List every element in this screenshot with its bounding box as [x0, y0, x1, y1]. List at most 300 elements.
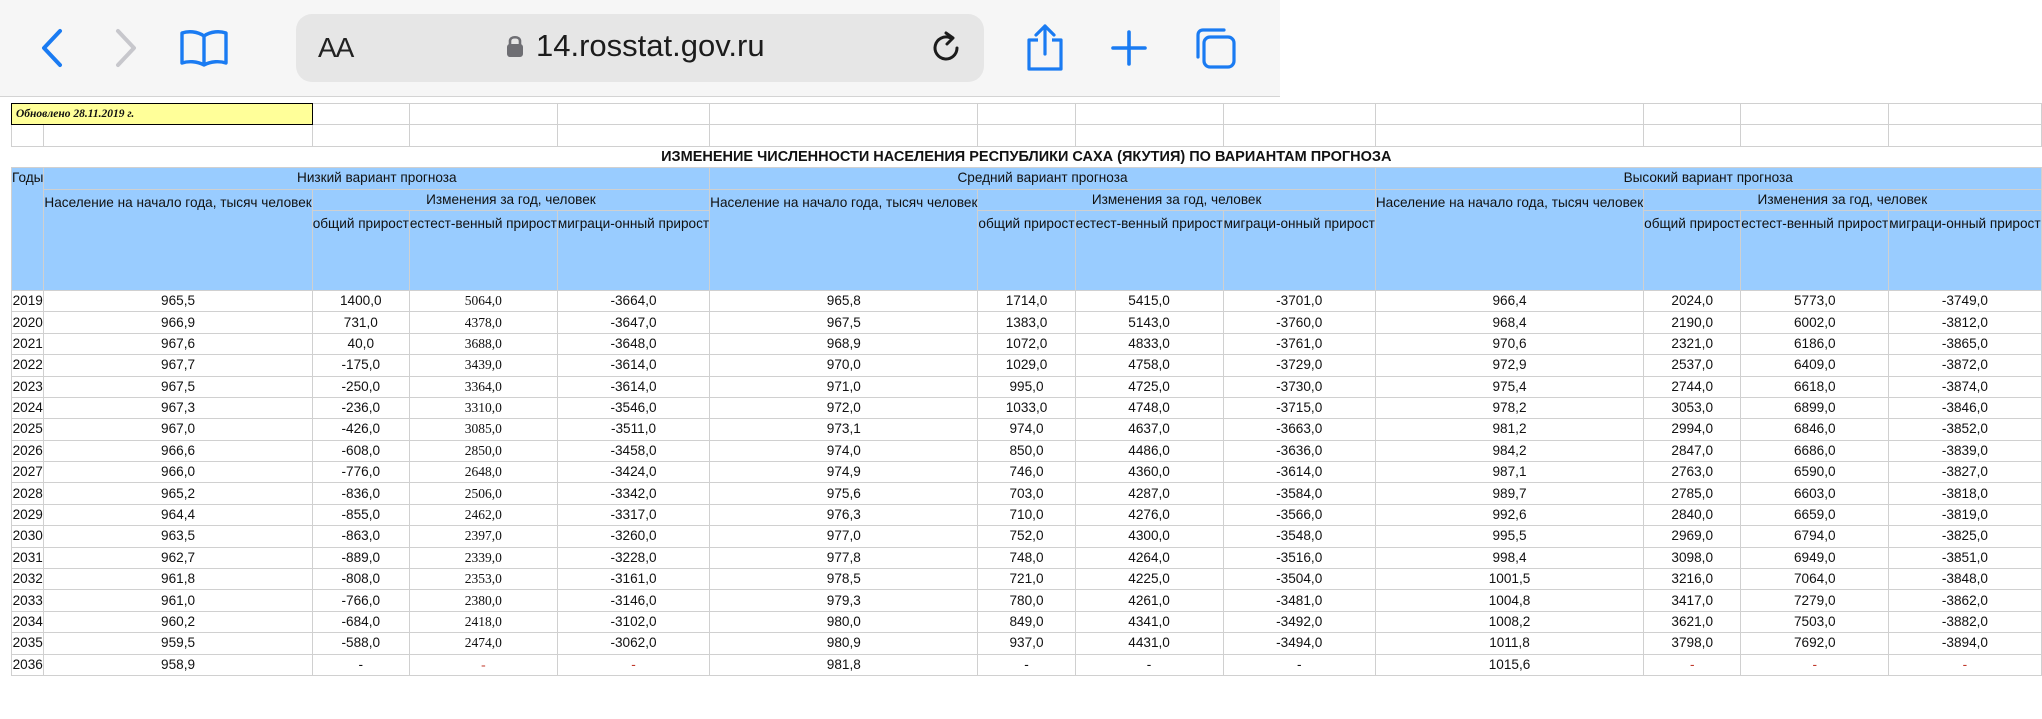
data-cell: 5415,0: [1075, 290, 1223, 311]
data-cell: 2397,0: [409, 526, 557, 547]
data-cell: 959,5: [44, 633, 312, 654]
data-cell: 3310,0: [409, 397, 557, 418]
data-cell: -3819,0: [1889, 504, 2041, 525]
data-cell: -: [409, 654, 557, 675]
table-row: [12, 312, 2042, 333]
header-change-mid: Изменения за год, человек: [978, 189, 1375, 210]
data-cell: -3614,0: [1223, 462, 1375, 483]
table-row: [12, 440, 2042, 461]
bookmarks-button[interactable]: [176, 20, 232, 76]
data-cell: 3085,0: [409, 419, 557, 440]
data-cell: 967,5: [44, 376, 312, 397]
data-cell: -: [1889, 654, 2041, 675]
data-cell: 4360,0: [1075, 462, 1223, 483]
data-cell: -3317,0: [557, 504, 709, 525]
data-cell: -855,0: [312, 504, 409, 525]
table-title: ИЗМЕНЕНИЕ ЧИСЛЕННОСТИ НАСЕЛЕНИЯ РЕСПУБЛИКИ САХА (ЯКУТИЯ) ПО ВАРИАНТАМ ПРОГНОЗА: [661, 148, 1392, 165]
data-cell: 965,5: [44, 290, 312, 311]
data-cell: -: [557, 654, 709, 675]
data-cell: 703,0: [978, 483, 1075, 504]
forecast-table: [11, 103, 2042, 676]
data-cell: -3848,0: [1889, 569, 2041, 590]
data-cell: -3424,0: [557, 462, 709, 483]
data-cell: -: [1644, 654, 1741, 675]
data-cell: -3492,0: [1223, 611, 1375, 632]
data-cell: -766,0: [312, 590, 409, 611]
data-cell: -3761,0: [1223, 333, 1375, 354]
data-cell: 3216,0: [1644, 569, 1741, 590]
data-cell: 1029,0: [978, 355, 1075, 376]
data-cell: 978,5: [710, 569, 978, 590]
data-cell: 2321,0: [1644, 333, 1741, 354]
data-cell: -3146,0: [557, 590, 709, 611]
header-change-high: Изменения за год, человек: [1644, 189, 2041, 210]
data-cell: -3729,0: [1223, 355, 1375, 376]
data-cell: 2840,0: [1644, 504, 1741, 525]
data-cell: 981,2: [1375, 419, 1643, 440]
data-cell: 974,0: [978, 419, 1075, 440]
data-cell: 2537,0: [1644, 355, 1741, 376]
data-cell: 975,6: [710, 483, 978, 504]
data-cell: 5143,0: [1075, 312, 1223, 333]
year-cell: 2021: [12, 333, 44, 354]
data-cell: 752,0: [978, 526, 1075, 547]
header-row-1: [12, 168, 2042, 189]
tabs-icon: [1192, 25, 1238, 71]
url-display[interactable]: [506, 28, 765, 64]
updated-note: Обновлено 28.11.2019 г.: [12, 104, 313, 125]
header-high-variant: Высокий вариант прогноза: [1375, 168, 2041, 189]
data-cell: 980,9: [710, 633, 978, 654]
data-cell: 6603,0: [1741, 483, 1889, 504]
lock-icon: [506, 34, 524, 58]
data-cell: -836,0: [312, 483, 409, 504]
book-icon: [179, 28, 229, 68]
year-cell: 2029: [12, 504, 44, 525]
data-cell: 974,0: [710, 440, 978, 461]
data-cell: 721,0: [978, 569, 1075, 590]
data-cell: 7503,0: [1741, 611, 1889, 632]
data-cell: 4748,0: [1075, 397, 1223, 418]
data-cell: -3614,0: [557, 376, 709, 397]
data-cell: 958,9: [44, 654, 312, 675]
table-row: [12, 462, 2042, 483]
table-row: [12, 290, 2042, 311]
data-cell: 4287,0: [1075, 483, 1223, 504]
data-cell: 2744,0: [1644, 376, 1741, 397]
header-row-2: [12, 189, 2042, 210]
data-cell: 981,8: [710, 654, 978, 675]
year-cell: 2027: [12, 462, 44, 483]
data-cell: 3688,0: [409, 333, 557, 354]
data-cell: -3851,0: [1889, 547, 2041, 568]
data-cell: 7279,0: [1741, 590, 1889, 611]
year-cell: 2033: [12, 590, 44, 611]
data-cell: 966,6: [44, 440, 312, 461]
data-cell: -3102,0: [557, 611, 709, 632]
data-cell: 748,0: [978, 547, 1075, 568]
data-cell: 3053,0: [1644, 397, 1741, 418]
year-cell: 2034: [12, 611, 44, 632]
data-cell: 4264,0: [1075, 547, 1223, 568]
data-cell: -3872,0: [1889, 355, 2041, 376]
header-natural-mid: естест-венный прирост: [1075, 210, 1223, 290]
reload-icon: [928, 30, 964, 66]
table-row: [12, 504, 2042, 525]
reload-button[interactable]: [928, 30, 964, 71]
data-cell: -3546,0: [557, 397, 709, 418]
header-migration-low: миграци-онный прирост: [557, 210, 709, 290]
data-cell: 6186,0: [1741, 333, 1889, 354]
data-cell: 5064,0: [409, 290, 557, 311]
data-cell: 966,4: [1375, 290, 1643, 311]
data-cell: 731,0: [312, 312, 409, 333]
header-natural-high: естест-венный прирост: [1741, 210, 1889, 290]
data-cell: 6409,0: [1741, 355, 1889, 376]
data-cell: -3839,0: [1889, 440, 2041, 461]
data-cell: 979,3: [710, 590, 978, 611]
data-cell: 4276,0: [1075, 504, 1223, 525]
data-cell: 6002,0: [1741, 312, 1889, 333]
data-cell: 968,4: [1375, 312, 1643, 333]
data-cell: 4225,0: [1075, 569, 1223, 590]
data-cell: 7692,0: [1741, 633, 1889, 654]
data-cell: 4378,0: [409, 312, 557, 333]
data-cell: 6846,0: [1741, 419, 1889, 440]
data-cell: 977,8: [710, 547, 978, 568]
data-cell: 1015,6: [1375, 654, 1643, 675]
data-cell: 977,0: [710, 526, 978, 547]
data-cell: -: [312, 654, 409, 675]
table-row: [12, 590, 2042, 611]
header-row-3: [12, 210, 2042, 290]
data-cell: 965,2: [44, 483, 312, 504]
data-cell: 987,1: [1375, 462, 1643, 483]
data-cell: -3664,0: [557, 290, 709, 311]
header-change-low: Изменения за год, человек: [312, 189, 709, 210]
chevron-right-icon: [113, 28, 139, 68]
table-body: [12, 104, 2042, 676]
data-cell: -588,0: [312, 633, 409, 654]
data-cell: -3760,0: [1223, 312, 1375, 333]
data-cell: -3516,0: [1223, 547, 1375, 568]
data-cell: 1400,0: [312, 290, 409, 311]
data-cell: -3636,0: [1223, 440, 1375, 461]
text-size-label: AA: [318, 32, 354, 63]
data-cell: 4725,0: [1075, 376, 1223, 397]
url-text: 14.rosstat.gov.ru: [536, 28, 765, 63]
data-cell: -3548,0: [1223, 526, 1375, 547]
data-cell: -3874,0: [1889, 376, 2041, 397]
data-cell: -3663,0: [1223, 419, 1375, 440]
data-cell: -3894,0: [1889, 633, 2041, 654]
data-cell: -3715,0: [1223, 397, 1375, 418]
tabs-button[interactable]: [1190, 20, 1240, 76]
year-cell: 2020: [12, 312, 44, 333]
data-cell: -: [1741, 654, 1889, 675]
data-cell: -3865,0: [1889, 333, 2041, 354]
data-cell: 964,4: [44, 504, 312, 525]
data-cell: -3458,0: [557, 440, 709, 461]
data-cell: -3511,0: [557, 419, 709, 440]
share-icon: [1025, 23, 1065, 73]
header-low-variant: Низкий вариант прогноза: [44, 168, 710, 189]
browser-toolbar: [0, 0, 1280, 97]
data-cell: -3846,0: [1889, 397, 2041, 418]
data-cell: -3701,0: [1223, 290, 1375, 311]
data-cell: 1714,0: [978, 290, 1075, 311]
data-cell: 965,8: [710, 290, 978, 311]
data-cell: 4300,0: [1075, 526, 1223, 547]
data-cell: 3098,0: [1644, 547, 1741, 568]
data-cell: 4833,0: [1075, 333, 1223, 354]
data-cell: -3852,0: [1889, 419, 2041, 440]
data-cell: -236,0: [312, 397, 409, 418]
header-years: Годы: [12, 168, 44, 291]
data-cell: 2380,0: [409, 590, 557, 611]
data-cell: 746,0: [978, 462, 1075, 483]
header-total-mid: общий прирост: [978, 210, 1075, 290]
updated-row: [12, 104, 2042, 125]
header-migration-mid: миграци-онный прирост: [1223, 210, 1375, 290]
year-cell: 2025: [12, 419, 44, 440]
text-size-button[interactable]: [318, 32, 353, 64]
data-cell: -3749,0: [1889, 290, 2041, 311]
header-population-low: Население на начало года, тысяч человек: [44, 189, 312, 290]
data-cell: -608,0: [312, 440, 409, 461]
data-cell: -776,0: [312, 462, 409, 483]
data-cell: -3825,0: [1889, 526, 2041, 547]
data-cell: 2339,0: [409, 547, 557, 568]
data-cell: 1004,8: [1375, 590, 1643, 611]
data-cell: 2969,0: [1644, 526, 1741, 547]
data-cell: -: [1223, 654, 1375, 675]
data-cell: 5773,0: [1741, 290, 1889, 311]
data-cell: -3730,0: [1223, 376, 1375, 397]
data-cell: 6899,0: [1741, 397, 1889, 418]
year-cell: 2022: [12, 355, 44, 376]
data-cell: 6590,0: [1741, 462, 1889, 483]
data-cell: 1033,0: [978, 397, 1075, 418]
table-row: [12, 355, 2042, 376]
data-cell: 967,0: [44, 419, 312, 440]
data-cell: 995,0: [978, 376, 1075, 397]
data-cell: 849,0: [978, 611, 1075, 632]
header-natural-low: естест-венный прирост: [409, 210, 557, 290]
data-cell: 980,0: [710, 611, 978, 632]
header-total-low: общий прирост: [312, 210, 409, 290]
data-cell: 967,7: [44, 355, 312, 376]
data-cell: -3862,0: [1889, 590, 2041, 611]
data-cell: 966,9: [44, 312, 312, 333]
data-cell: 963,5: [44, 526, 312, 547]
year-cell: 2035: [12, 633, 44, 654]
data-cell: -3481,0: [1223, 590, 1375, 611]
table-row: [12, 654, 2042, 675]
data-cell: 2353,0: [409, 569, 557, 590]
data-cell: -3647,0: [557, 312, 709, 333]
data-cell: 970,6: [1375, 333, 1643, 354]
table-row: [12, 547, 2042, 568]
data-cell: 4431,0: [1075, 633, 1223, 654]
back-button[interactable]: [30, 20, 74, 76]
data-cell: 1072,0: [978, 333, 1075, 354]
data-cell: 4261,0: [1075, 590, 1223, 611]
data-cell: 6686,0: [1741, 440, 1889, 461]
new-tab-button[interactable]: [1106, 20, 1152, 76]
chevron-left-icon: [39, 28, 65, 68]
data-cell: -250,0: [312, 376, 409, 397]
year-cell: 2031: [12, 547, 44, 568]
data-cell: 4486,0: [1075, 440, 1223, 461]
data-cell: -: [1075, 654, 1223, 675]
data-cell: 2648,0: [409, 462, 557, 483]
data-cell: 2462,0: [409, 504, 557, 525]
data-cell: 960,2: [44, 611, 312, 632]
data-cell: 972,9: [1375, 355, 1643, 376]
data-cell: 992,6: [1375, 504, 1643, 525]
year-cell: 2023: [12, 376, 44, 397]
data-cell: 7064,0: [1741, 569, 1889, 590]
data-cell: -426,0: [312, 419, 409, 440]
spreadsheet: [11, 103, 2042, 676]
data-cell: 3364,0: [409, 376, 557, 397]
data-cell: -3818,0: [1889, 483, 2041, 504]
table-row: [12, 333, 2042, 354]
data-cell: 4758,0: [1075, 355, 1223, 376]
data-cell: -3342,0: [557, 483, 709, 504]
data-cell: 2994,0: [1644, 419, 1741, 440]
data-cell: -3827,0: [1889, 462, 2041, 483]
data-cell: 2024,0: [1644, 290, 1741, 311]
title-row: [12, 146, 2042, 167]
data-cell: 972,0: [710, 397, 978, 418]
year-cell: 2030: [12, 526, 44, 547]
data-cell: -3812,0: [1889, 312, 2041, 333]
header-population-high: Население на начало года, тысяч человек: [1375, 189, 1643, 290]
data-cell: 962,7: [44, 547, 312, 568]
data-cell: 961,8: [44, 569, 312, 590]
data-cell: 6794,0: [1741, 526, 1889, 547]
data-cell: 968,9: [710, 333, 978, 354]
data-cell: 971,0: [710, 376, 978, 397]
data-cell: -3062,0: [557, 633, 709, 654]
header-migration-high: миграци-онный прирост: [1889, 210, 2041, 290]
data-cell: -175,0: [312, 355, 409, 376]
forward-button[interactable]: [104, 20, 148, 76]
data-cell: 2474,0: [409, 633, 557, 654]
data-cell: 2847,0: [1644, 440, 1741, 461]
year-cell: 2032: [12, 569, 44, 590]
blank-row: [12, 125, 2042, 146]
data-cell: 989,7: [1375, 483, 1643, 504]
data-cell: 978,2: [1375, 397, 1643, 418]
year-cell: 2036: [12, 654, 44, 675]
data-cell: -889,0: [312, 547, 409, 568]
year-cell: 2019: [12, 290, 44, 311]
data-cell: 976,3: [710, 504, 978, 525]
data-cell: 970,0: [710, 355, 978, 376]
data-cell: 984,2: [1375, 440, 1643, 461]
year-cell: 2028: [12, 483, 44, 504]
data-cell: -3260,0: [557, 526, 709, 547]
year-cell: 2024: [12, 397, 44, 418]
data-cell: 6618,0: [1741, 376, 1889, 397]
data-cell: -684,0: [312, 611, 409, 632]
data-cell: -3494,0: [1223, 633, 1375, 654]
table-row: [12, 633, 2042, 654]
table-row: [12, 419, 2042, 440]
data-cell: 3798,0: [1644, 633, 1741, 654]
data-cell: -3584,0: [1223, 483, 1375, 504]
table-row: [12, 483, 2042, 504]
data-cell: 3621,0: [1644, 611, 1741, 632]
data-cell: 2785,0: [1644, 483, 1741, 504]
data-cell: 780,0: [978, 590, 1075, 611]
data-cell: -808,0: [312, 569, 409, 590]
data-cell: 937,0: [978, 633, 1075, 654]
data-cell: 974,9: [710, 462, 978, 483]
share-button[interactable]: [1020, 20, 1070, 76]
data-cell: 6659,0: [1741, 504, 1889, 525]
data-cell: -: [978, 654, 1075, 675]
data-cell: -3161,0: [557, 569, 709, 590]
table-row: [12, 569, 2042, 590]
data-cell: 998,4: [1375, 547, 1643, 568]
year-cell: 2026: [12, 440, 44, 461]
table-row: [12, 611, 2042, 632]
data-cell: 2506,0: [409, 483, 557, 504]
data-cell: 6949,0: [1741, 547, 1889, 568]
data-cell: -3566,0: [1223, 504, 1375, 525]
data-cell: 967,3: [44, 397, 312, 418]
data-cell: 2190,0: [1644, 312, 1741, 333]
data-cell: 966,0: [44, 462, 312, 483]
data-cell: 850,0: [978, 440, 1075, 461]
data-cell: 40,0: [312, 333, 409, 354]
data-cell: 3417,0: [1644, 590, 1741, 611]
header-mid-variant: Средний вариант прогноза: [710, 168, 1376, 189]
table-row: [12, 376, 2042, 397]
data-cell: 967,5: [710, 312, 978, 333]
data-cell: -3504,0: [1223, 569, 1375, 590]
data-cell: 4341,0: [1075, 611, 1223, 632]
data-cell: 2418,0: [409, 611, 557, 632]
address-bar[interactable]: [296, 14, 984, 82]
data-cell: -3614,0: [557, 355, 709, 376]
data-cell: 973,1: [710, 419, 978, 440]
table-row: [12, 397, 2042, 418]
data-cell: 995,5: [1375, 526, 1643, 547]
data-cell: -3648,0: [557, 333, 709, 354]
data-cell: 1008,2: [1375, 611, 1643, 632]
data-cell: 1001,5: [1375, 569, 1643, 590]
plus-icon: [1109, 28, 1149, 68]
data-cell: 975,4: [1375, 376, 1643, 397]
data-cell: 2763,0: [1644, 462, 1741, 483]
data-cell: 961,0: [44, 590, 312, 611]
data-cell: 1383,0: [978, 312, 1075, 333]
data-cell: 967,6: [44, 333, 312, 354]
header-population-mid: Население на начало года, тысяч человек: [710, 189, 978, 290]
data-cell: 710,0: [978, 504, 1075, 525]
data-cell: 3439,0: [409, 355, 557, 376]
table-row: [12, 526, 2042, 547]
data-cell: 4637,0: [1075, 419, 1223, 440]
header-total-high: общий прирост: [1644, 210, 1741, 290]
data-cell: -863,0: [312, 526, 409, 547]
data-cell: 2850,0: [409, 440, 557, 461]
